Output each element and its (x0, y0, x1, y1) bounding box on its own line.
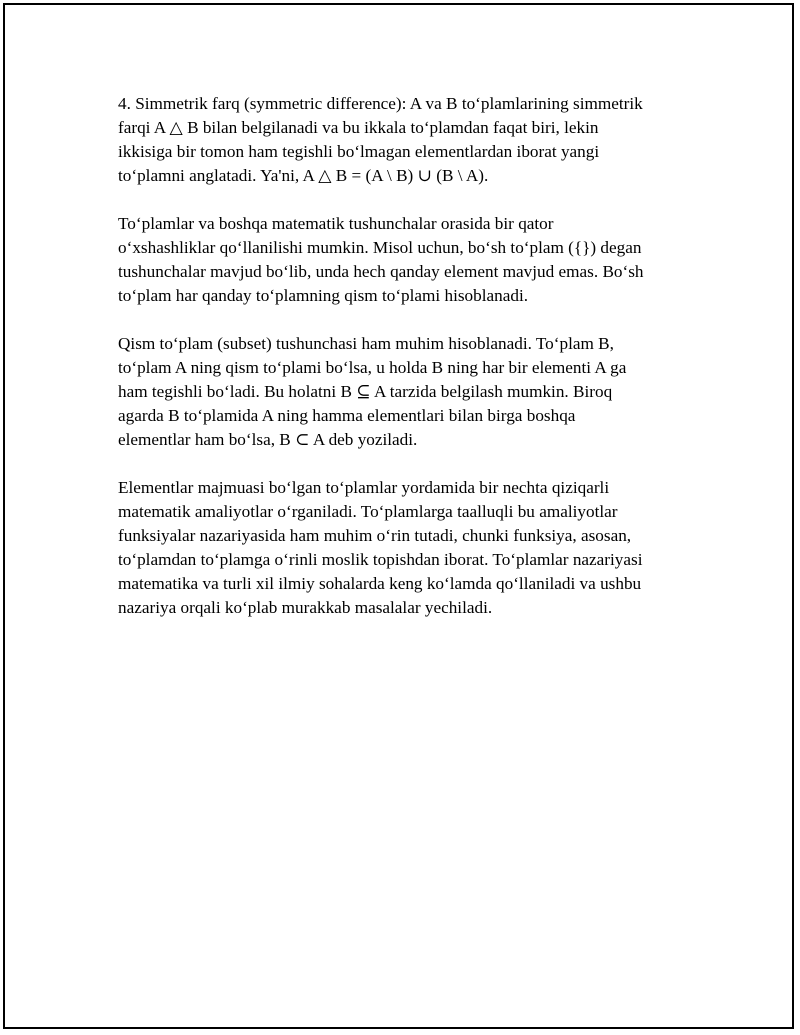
text-line: o‘xshashliklar qo‘llanilishi mumkin. Misol uchun, bo‘sh to‘plam ({}) degan (118, 238, 642, 257)
text-line: to‘plam A ning qism to‘plami bo‘lsa, u holda B ning har bir elementi A ga (118, 358, 627, 377)
text-line: nazariya orqali ko‘plab murakkab masalalar yechiladi. (118, 598, 493, 617)
text-line: Qism to‘plam (subset) tushunchasi ham muhim hisoblanadi. To‘plam B, (118, 334, 614, 353)
paragraph-set-operations (118, 476, 690, 620)
paragraph-empty-set (118, 212, 690, 308)
text-line: matematik amaliyotlar o‘rganiladi. To‘plamlarga taalluqli bu amaliyotlar (118, 502, 618, 521)
text-line: ham tegishli bo‘ladi. Bu holatni B ⊆ A tarzida belgilash mumkin. Biroq (118, 382, 613, 401)
text-line: matematika va turli xil ilmiy sohalarda keng ko‘lamda qo‘llaniladi va ushbu (118, 574, 642, 593)
text-line: to‘plam har qanday to‘plamning qism to‘plami hisoblanadi. (118, 286, 529, 305)
document-body (118, 92, 690, 644)
text-line: elementlar ham bo‘lsa, B ⊂ A deb yoziladi. (118, 430, 418, 449)
text-line: to‘plamdan to‘plamga o‘rinli moslik topishdan iborat. To‘plamlar nazariyasi (118, 550, 643, 569)
paragraph-symmetric-difference (118, 92, 690, 188)
text-line: tushunchalar mavjud bo‘lib, unda hech qanday element mavjud emas. Bo‘sh (118, 262, 644, 281)
text-line: Elementlar majmuasi bo‘lgan to‘plamlar yordamida bir nechta qiziqarli (118, 478, 610, 497)
text-line: 4. Simmetrik farq (symmetric difference): A va B to‘plamlarining simmetrik (118, 94, 643, 113)
text-line: to‘plamni anglatadi. Ya'ni, A △ B = (A \ B) ∪ (B \ A). (118, 166, 489, 185)
paragraph-subset (118, 332, 690, 452)
text-line: agarda B to‘plamida A ning hamma elementlari bilan birga boshqa (118, 406, 576, 425)
text-line: ikkisiga bir tomon ham tegishli bo‘lmagan elementlardan iborat yangi (118, 142, 600, 161)
text-line: funksiyalar nazariyasida ham muhim o‘rin tutadi, chunki funksiya, asosan, (118, 526, 632, 545)
text-line: To‘plamlar va boshqa matematik tushunchalar orasida bir qator (118, 214, 554, 233)
text-line: farqi A △ B bilan belgilanadi va bu ikkala to‘plamdan faqat biri, lekin (118, 118, 599, 137)
